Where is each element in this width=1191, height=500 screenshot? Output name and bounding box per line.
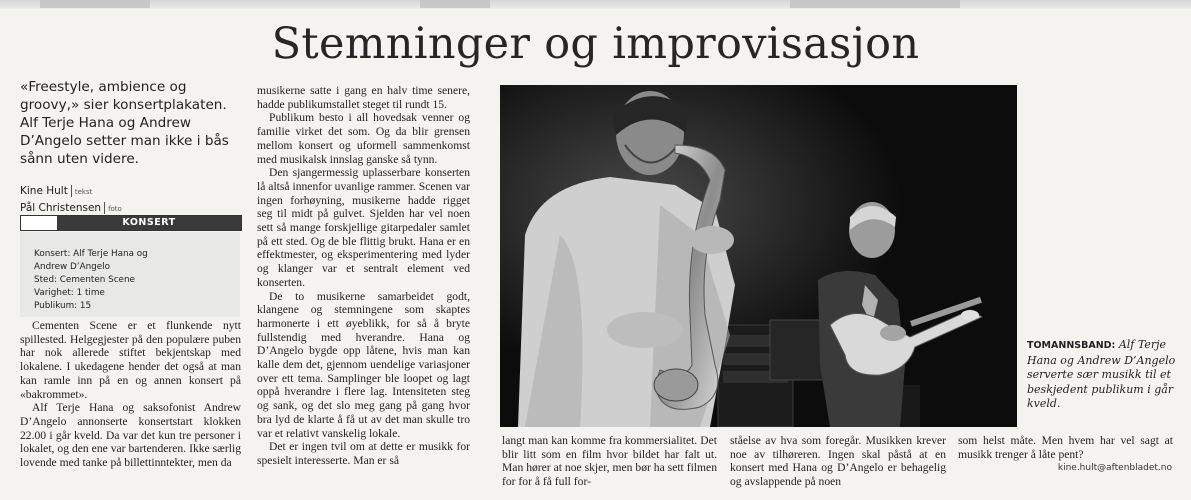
author-email: kine.hult@aftenbladet.no [1057,463,1172,473]
body-column-3 [502,434,717,489]
body-paragraph: Cementen Scene er et flunkende nytt spillested. Helgegjester på den populære puben har nok allerede stiftet bekjentskap med lokalene. I ukedagene hender det også at man kan ramle inn på en og annen konsert på «bakrommet». [20,319,241,401]
byline [20,183,240,217]
fact-line: Sted: Cementen Scene [34,275,135,285]
body-paragraph: Den sjangermessig uplasserbare konserten lå altså innenfor uvanlige rammer. Scenen var ingen forhøyning, musikerne hadde rigget seg til midt på gulvet. Sjelden har vel noen sett så mange forskjellige gitarpedaler samlet på ett sted. Og de ble flittig brukt. Hana er en effektmester, og eksperimentering med lyder og klanger var et sentralt element ved konserten. [257,166,470,289]
body-column-4 [730,434,946,489]
previous-page-strip [0,0,1191,9]
section-label-bar [20,215,242,231]
byline-photographer-name: Pål Christensen [20,202,102,214]
article-ingress: «Freestyle, ambience og groovy,» sier konsertplakaten. Alf Terje Hana og Andrew D’Angelo setter man ikke i bås sånn uten videre. [20,79,229,167]
photo-caption [1027,338,1177,412]
fact-box [20,232,240,317]
body-column-1 [20,319,241,470]
body-paragraph: Publikum besto i all hovedsak venner og familie virket det som. Og da blir grensen mellom konsert og uformell sammenkomst med musikalsk innslag ganske så tynn. [257,111,470,166]
body-paragraph: som helst måte. Men hvem har vel sagt at musikk trenger å låte pent? [958,434,1173,461]
body-paragraph: De to musikerne samarbeidet godt, klangene og stemningene som skaptes harmonerte i ett øyeblikk, for så å bryte fullstendig med hverandre. Hana og D’Angelo bygde opp låtene, hvis man kan kalle dem det, gjennom uendelige variasjoner over ett tema. Samplinger ble loopet og lagt oppå hverandre i flere lag. Intensiteten steg og sank, og det slo meg gang på gang hvor bra lyd de klarte å få ut av det man skulle tro var et relativt vanskelig lokale. [257,289,470,440]
body-paragraph: langt man kan komme fra kommersialitet. Det blir litt som en film hvor bildet har falt ut. Man hører at noe skjer, men bør ha sett filmen for for å få full for- [502,434,717,489]
body-column-2 [257,84,470,468]
concert-photo-illustration [500,85,1017,427]
section-label: KONSERT [57,216,241,230]
body-paragraph: Alf Terje Hana og saksofonist Andrew D’Angelo annonserte konsertstart klokken 22.00 i går kveld. Da var det kun tre personer i lokalet, og den ene var bartenderen. Ikke særlig lovende med tanke på billettinntekter, men da [20,401,241,470]
byline-photographer-role: foto [108,205,122,213]
byline-author-role: tekst [74,188,93,196]
body-paragraph: musikerne satte i gang en halv time senere, hadde publikumstallet steget til rundt 15. [257,84,470,111]
caption-lead: TOMANNSBAND: [1027,340,1116,351]
byline-author-name: Kine Hult [20,185,68,197]
fact-line: Publikum: 15 [34,301,92,311]
body-column-5 [958,434,1173,461]
caption-body: Alf Terje Hana og Andrew D’Angelo serverte sær musikk til et beskjedent publikum i går kveld. [1027,338,1176,410]
article-title: Stemninger og improvisasjon [271,19,920,69]
body-paragraph: Det er ingen tvil om at dette er musikk for spesielt interesserte. Man er så [257,440,470,467]
fact-line: Konsert: Alf Terje Hana og [34,249,148,259]
fact-line: Varighet: 1 time [34,288,105,298]
fact-line: Andrew D’Angelo [34,262,110,272]
concert-photo [500,85,1017,427]
byline-author [20,183,240,200]
body-paragraph: ståelse av hva som foregår. Musikken krever noe av tilhøreren. Ingen skal påstå at en konsert med Hana og D’Angelo er behagelig og avslappende på noen [730,434,946,489]
